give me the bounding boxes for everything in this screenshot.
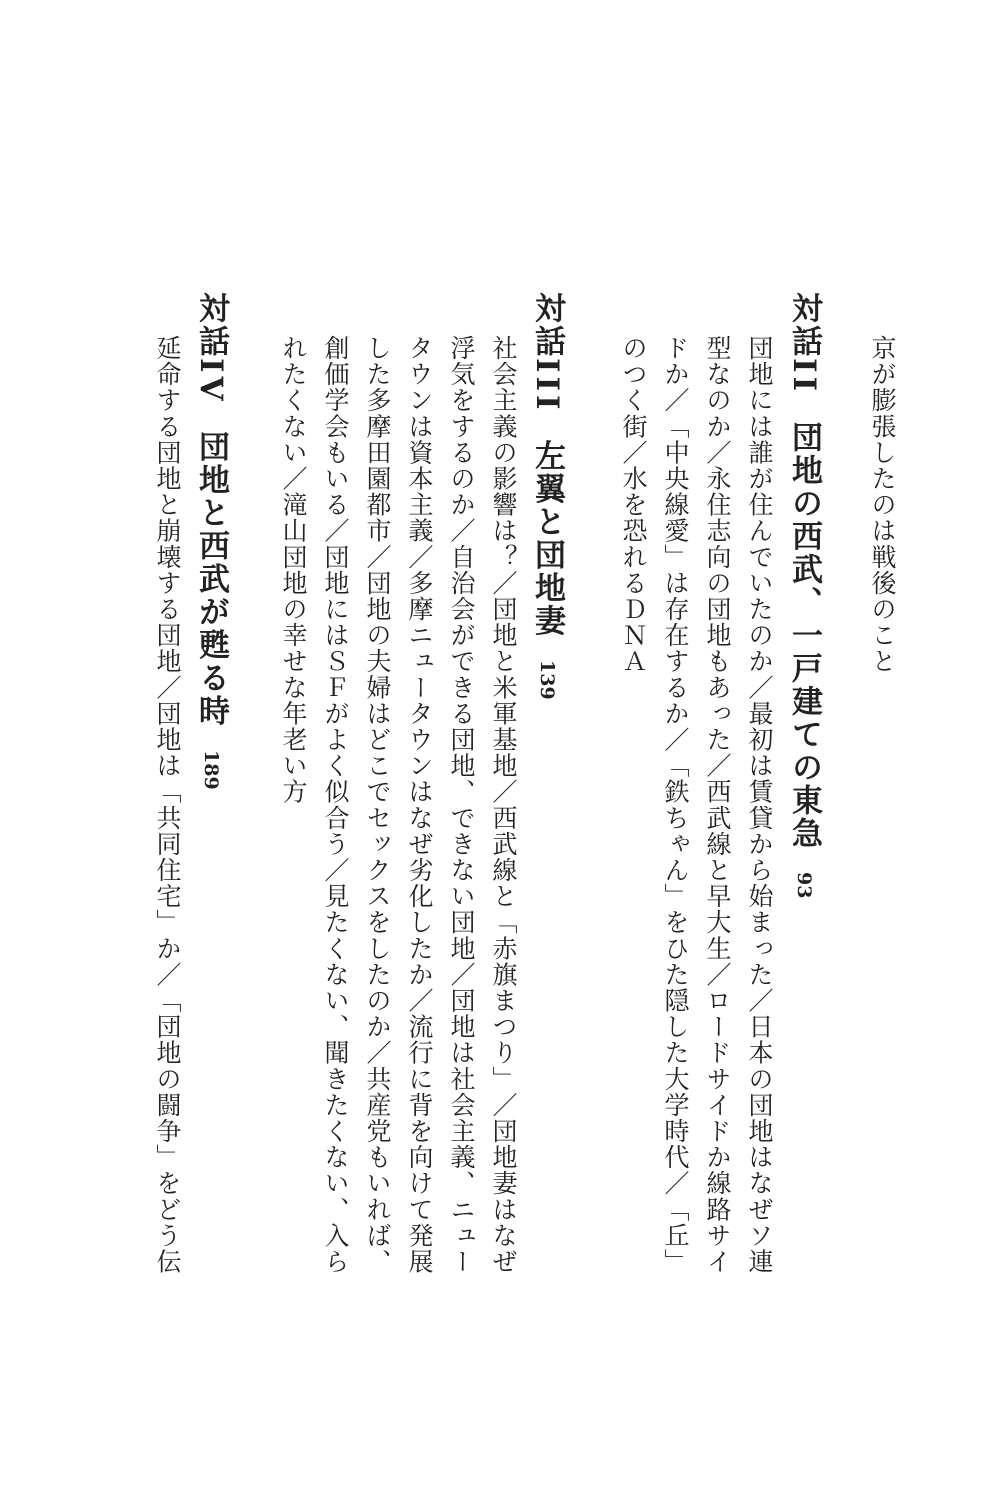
chapter-page-number: 93 <box>793 872 815 899</box>
chapter-title-2 <box>786 292 822 899</box>
chapter-numeral: IV <box>193 358 229 405</box>
chapter-3-line-2: 浮気をするのか／自治会ができる団地、できない団地／団地は社会主義、ニュー <box>447 335 476 1275</box>
chapter-numeral: III <box>529 358 565 414</box>
chapter-prefix: 対話 <box>193 292 229 358</box>
chapter-prefix: 対話 <box>786 292 822 358</box>
chapter-page-number: 139 <box>536 659 558 700</box>
chapter-2-line-4: のつく街／水を恐れるＤＮＡ <box>619 335 648 675</box>
chapter-4-line-1: 延命する団地と崩壊する団地／団地は「共同住宅」か／「団地の闘争」をどう伝 <box>153 335 182 1275</box>
chapter-2-line-1: 団地には誰が住んでいたのか／最初は賃貸から始まった／日本の団地はなぜソ連 <box>745 335 774 1275</box>
chapter-2-line-3: ドか／「中央線愛」は存在するか／「鉄ちゃん」をひた隠した大学時代／「丘」 <box>661 335 690 1275</box>
chapter-numeral: II <box>786 358 822 396</box>
chapter-title-text: 団地と西武が甦る時 <box>193 430 229 728</box>
chapter-title-text: 団地の西武、一戸建ての東急 <box>786 421 822 851</box>
chapter-title-text: 左翼と団地妻 <box>529 439 565 638</box>
intro-line: 京が膨張したのは戦後のこと <box>868 335 897 675</box>
chapter-3-line-5: 創価学会もいる／団地にはＳＦがよく似合う／見たくない、聞きたくない、入ら <box>321 335 350 1275</box>
chapter-3-line-4: した多摩田園都市／団地の夫婦はどこでセックスをしたのか／共産党もいれば、 <box>363 335 392 1275</box>
chapter-prefix: 対話 <box>529 292 565 358</box>
chapter-3-line-3: タウンは資本主義／多摩ニュータウンはなぜ劣化したか／流行に背を向けて発展 <box>405 335 434 1275</box>
chapter-title-4 <box>193 292 229 790</box>
chapter-page-number: 189 <box>200 749 222 790</box>
chapter-2-line-2: 型なのか／永住志向の団地もあった／西武線と早大生／ロードサイドか線路サイ <box>703 335 732 1275</box>
chapter-3-line-1: 社会主義の影響は？／団地と米軍基地／西武線と「赤旗まつり」／団地妻はなぜ <box>489 335 518 1275</box>
chapter-title-3 <box>529 292 565 700</box>
chapter-3-line-6: れたくない／滝山団地の幸せな年老い方 <box>279 335 308 805</box>
